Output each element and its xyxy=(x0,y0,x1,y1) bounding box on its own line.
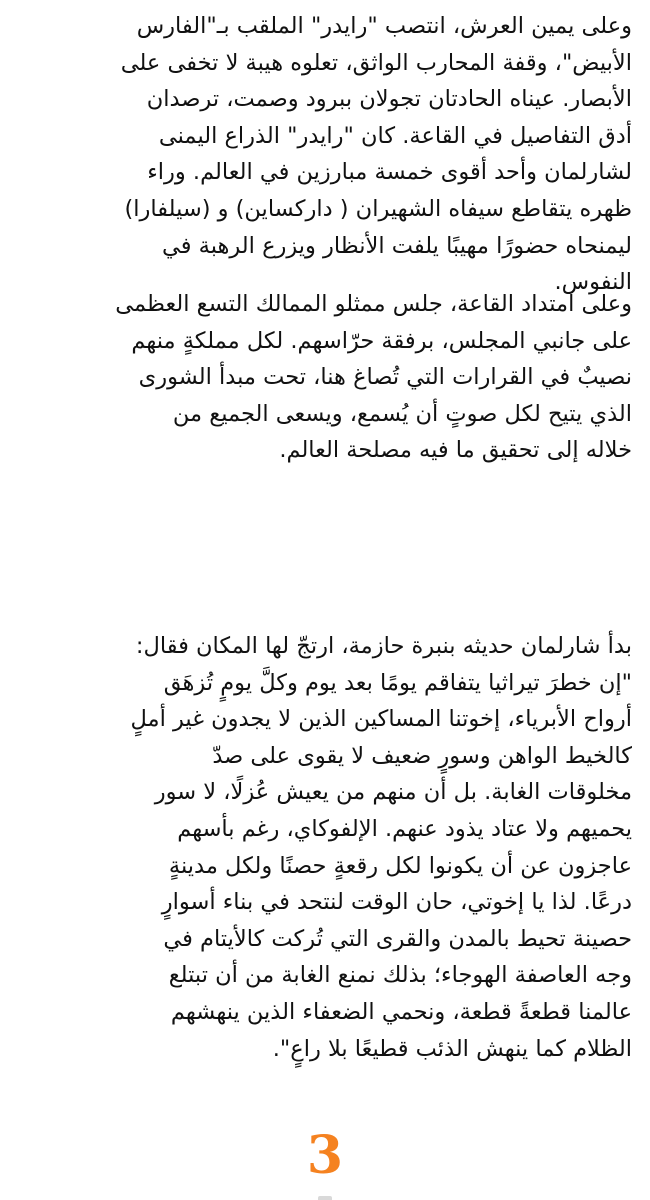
paragraph-speech xyxy=(18,628,632,1067)
paragraph-line: الأبيض"، وقفة المحارب الواثق، تعلوه هيبة لا تخفى على xyxy=(120,49,632,76)
paragraph-line: النفوس. xyxy=(554,269,632,296)
paragraph-line: الذي يتيح لكل صوتٍ أن يُسمع، ويسعى الجميع من xyxy=(172,400,632,427)
paragraph-line: خلاله إلى تحقيق ما فيه مصلحة العالم. xyxy=(279,437,632,464)
paragraph-line: بدأ شارلمان حديثه بنبرة حازمة، ارتجّ لها المكان فقال: xyxy=(135,633,632,659)
paragraph-line: وجه العاصفة الهوجاء؛ بذلك نمنع الغابة من أن تبتلع xyxy=(168,962,632,989)
paragraph-line: نصيبٌ في القرارات التي تُصاغ هنا، تحت مبدأ الشورى xyxy=(138,364,632,391)
paragraph-line: ظهره يتقاطع سيفاه الشهيران ( داركساين) و (سيلفارا) xyxy=(124,195,632,222)
paragraph-line: لشارلمان وأحد أقوى خمسة مبارزين في العالم. وراء xyxy=(147,159,632,186)
paragraph-line: عالمنا قطعةً قطعة، ونحمي الضعفاء الذين ينهشهم xyxy=(170,998,632,1025)
paragraph-line: عاجزون عن أن يكونوا لكل رقعةٍ حصنًا ولكل مدينةٍ xyxy=(168,852,632,879)
paragraph-line: على جانبي المجلس، برفقة حرّاسهم. لكل مملكةٍ منهم xyxy=(131,327,632,354)
paragraph-line: وعلى يمين العرش، انتصب "رايدر" الملقب بـ"الفارس xyxy=(136,13,632,39)
paragraph-line: مخلوقات الغابة. بل أن منهم من يعيش عُزلًا، لا سور xyxy=(154,779,632,806)
paragraph-line: حصينة تحيط بالمدن والقرى التي تُركت كالأيتام في xyxy=(163,925,632,952)
paragraph-line: الظلام كما ينهش الذئب قطيعًا بلا راعٍ". xyxy=(272,1035,632,1062)
paragraph-council xyxy=(18,286,632,469)
paragraph-line: وعلى امتداد القاعة، جلس ممثلو الممالك التسع العظمى xyxy=(115,291,632,317)
page-number: 3 xyxy=(306,1125,344,1186)
paragraph-line: أدق التفاصيل في القاعة. كان "رايدر" الذراع اليمنى xyxy=(158,122,632,149)
paragraph-line: يحميهم ولا عتاد يذود عنهم. الإلفوكاي، رغم بأسهم xyxy=(177,815,632,842)
paragraph-throne-guard xyxy=(18,8,632,301)
paragraph-line: كالخيط الواهن وسورٍ ضعيف لا يقوى على صدّ xyxy=(212,742,632,769)
paragraph-line: الأبصار. عيناه الحادتان تجولان ببرود وصمت، ترصدان xyxy=(146,86,632,113)
paragraph-line: أرواح الأبرياء، إخوتنا المساكين الذين لا يجدون غير أملٍ xyxy=(130,706,632,733)
paragraph-line: درعًا. لذا يا إخوتي، حان الوقت لنتحد في بناء أسوارٍ xyxy=(161,889,632,916)
paragraph-line: "إن خطرَ تيراثيا يتفاقم يومًا بعد يوم وكلَّ يومٍ تُزهَق xyxy=(163,669,632,696)
paragraph-line: ليمنحاه حضورًا مهيبًا يلفت الأنظار ويزرع الرهبة في xyxy=(162,232,632,259)
scroll-indicator xyxy=(318,1196,332,1200)
